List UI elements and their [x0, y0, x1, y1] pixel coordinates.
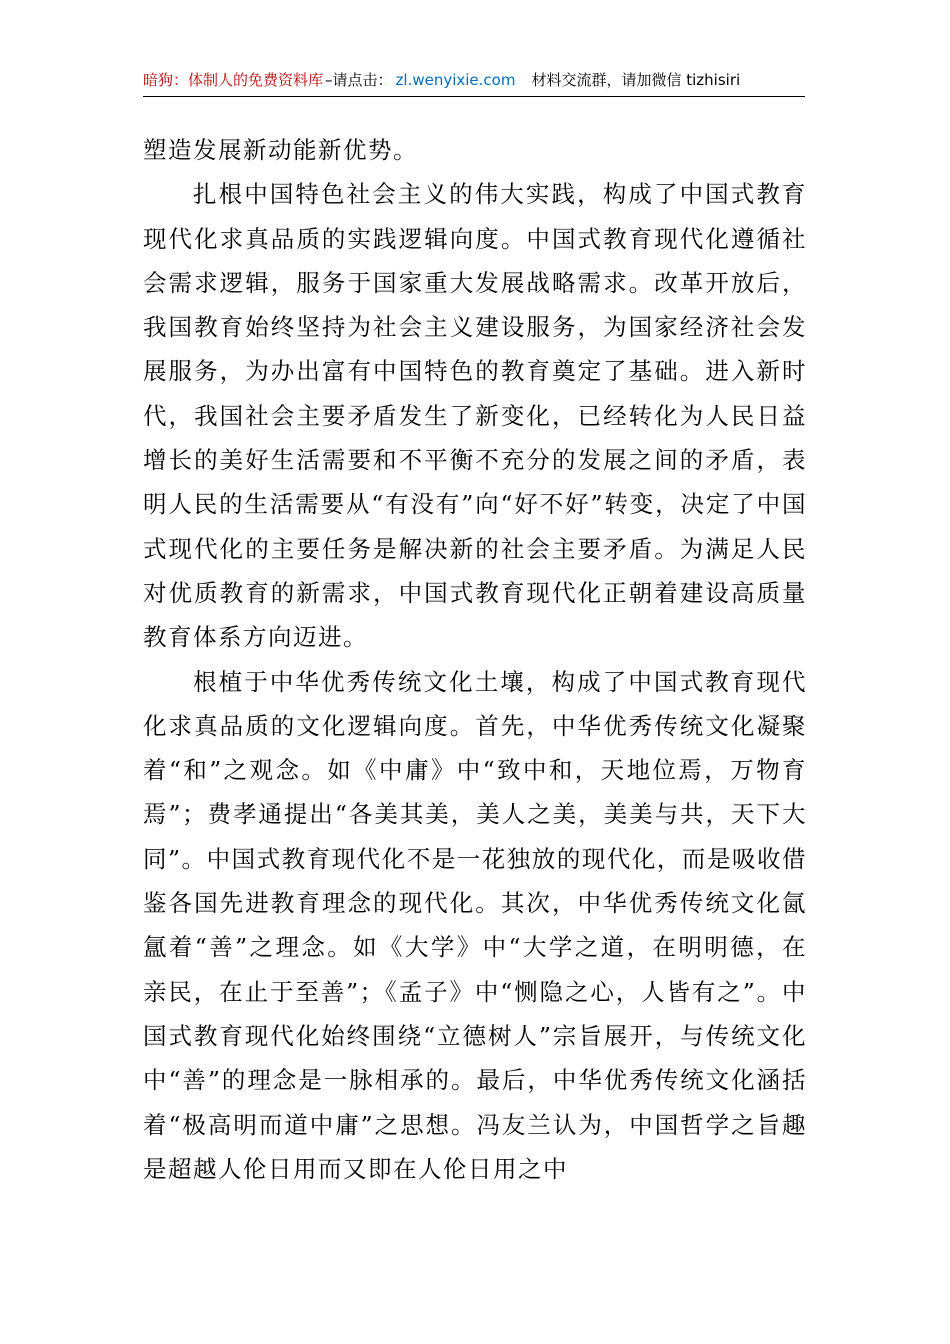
document-body: [143, 128, 807, 1191]
paragraph-practice-logic: 扎根中国特色社会主义的伟大实践，构成了中国式教育现代化求真品质的实践逻辑向度。中国式教育现代化遵循社会需求逻辑，服务于国家重大发展战略需求。改革开放后，我国教育始终坚持为社会主义建设服务，为国家经济社会发展服务，为办出富有中国特色的教育奠定了基础。进入新时代，我国社会主要矛盾发生了新变化，已经转化为人民日益增长的美好生活需要和不平衡不充分的发展之间的矛盾，表明人民的生活需要从“有没有”向“好不好”转变，决定了中国式现代化的主要任务是解决新的社会主要矛盾。为满足人民对优质教育的新需求，中国式教育现代化正朝着建设高质量教育体系方向迈进。: [143, 180, 807, 652]
header-prompt: 请点击：: [332, 71, 393, 89]
page-header: [143, 66, 805, 94]
header-separator: –: [325, 71, 333, 89]
header-brand: 暗狗：体制人的免费资料库: [143, 71, 324, 89]
paragraph-cultural-logic: 根植于中华优秀传统文化土壤，构成了中国式教育现代化求真品质的文化逻辑向度。首先，中华优秀传统文化凝聚着“和”之观念。如《中庸》中“致中和，天地位焉，万物育焉”；费孝通提出“各美其美，美人之美，美美与共，天下大同”。中国式教育现代化不是一花独放的现代化，而是吸收借鉴各国先进教育理念的现代化。其次，中华优秀传统文化氤氲着“善”之理念。如《大学》中“大学之道，在明明德，在亲民，在止于至善”；《孟子》中“恻隐之心，人皆有之”。中国式教育现代化始终围绕“立德树人”宗旨展开，与传统文化中“善”的理念是一脉相承的。最后，中华优秀传统文化涵括着“极高明而道中庸”之思想。冯友兰认为，中国哲学之旨趣是超越人伦日用而又即在人伦日用之中: [143, 667, 807, 1183]
paragraph-continuation: 塑造发展新动能新优势。: [143, 136, 418, 164]
header-link[interactable]: zl.wenyixie.com: [395, 71, 516, 89]
header-group-note: 材料交流群，请加微信 tizhisiri: [531, 71, 741, 89]
header-divider: [143, 96, 805, 97]
